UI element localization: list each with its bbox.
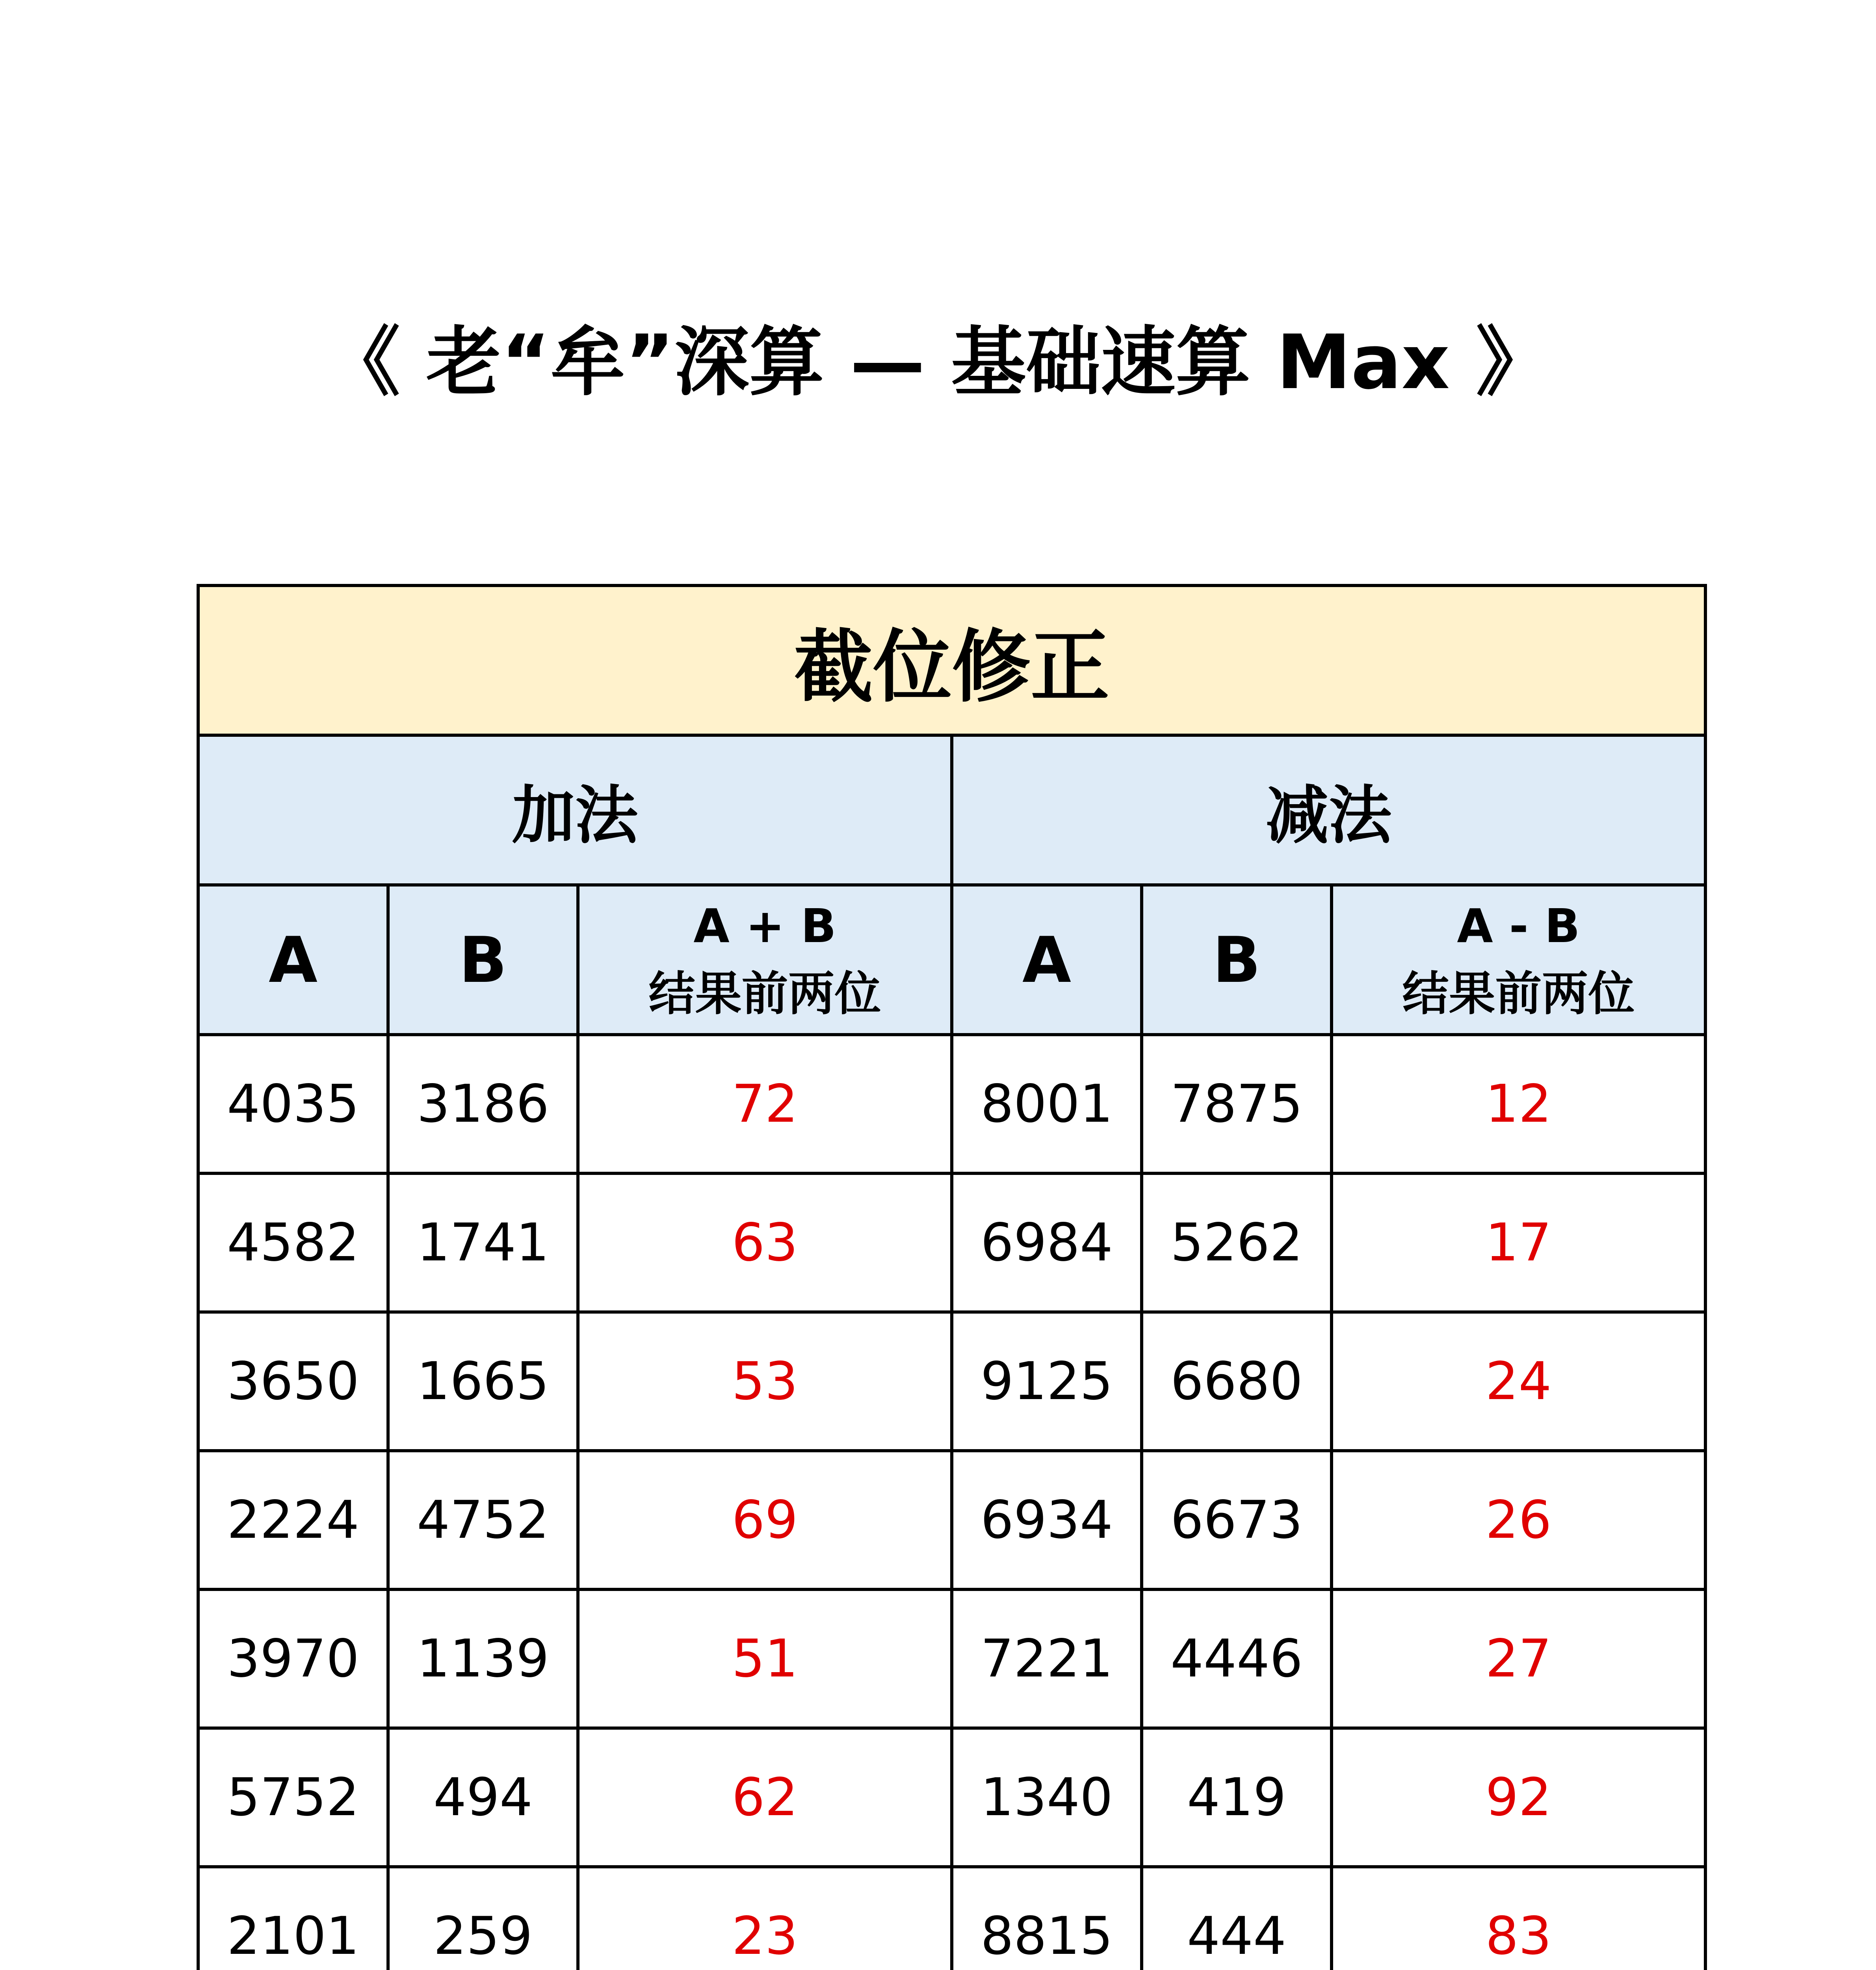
subtraction-col-a-header: A [952,885,1142,1035]
addition-a-cell: 5752 [198,1728,388,1867]
addition-a-cell: 3970 [198,1589,388,1728]
addition-a-cell: 4582 [198,1173,388,1312]
subtraction-a-cell: 7221 [952,1589,1142,1728]
addition-result-cell: 23 [578,1867,952,1970]
section-title-row [198,585,1705,735]
addition-result-cell: 51 [578,1589,952,1728]
subtraction-result-cell: 17 [1332,1173,1705,1312]
subtraction-result-cell: 12 [1332,1035,1705,1173]
subtraction-header: 减法 [952,735,1705,885]
table-row [198,1589,1705,1728]
addition-col-a-header: A [198,885,388,1035]
subtraction-result-header-formula: A - B [1457,899,1580,953]
subtraction-result-header-label: 结果前两位 [1402,966,1635,1021]
subtraction-result-cell: 83 [1332,1867,1705,1970]
subtraction-b-cell: 444 [1142,1867,1332,1970]
addition-b-cell: 1665 [388,1312,578,1451]
addition-result-header [578,885,952,1035]
subtraction-b-cell: 419 [1142,1728,1332,1867]
addition-a-cell: 3650 [198,1312,388,1451]
addition-result-cell: 53 [578,1312,952,1451]
addition-b-cell: 494 [388,1728,578,1867]
addition-a-cell: 4035 [198,1035,388,1173]
subtraction-result-header [1332,885,1705,1035]
addition-result-cell: 72 [578,1035,952,1173]
addition-result-cell: 69 [578,1451,952,1589]
subtraction-a-cell: 6934 [952,1451,1142,1589]
section-title: 截位修正 [198,585,1705,735]
table-row [198,1173,1705,1312]
addition-result-cell: 63 [578,1173,952,1312]
practice-table [197,584,1707,1970]
subtraction-result-cell: 92 [1332,1728,1705,1867]
subtraction-b-cell: 5262 [1142,1173,1332,1312]
subtraction-b-cell: 4446 [1142,1589,1332,1728]
addition-b-cell: 1741 [388,1173,578,1312]
subtraction-a-cell: 8001 [952,1035,1142,1173]
addition-b-cell: 3186 [388,1035,578,1173]
subtraction-col-b-header: B [1142,885,1332,1035]
table-row [198,1728,1705,1867]
subtraction-a-cell: 1340 [952,1728,1142,1867]
subtraction-result-cell: 26 [1332,1451,1705,1589]
table-row [198,1867,1705,1970]
table-row [198,1312,1705,1451]
addition-result-cell: 62 [578,1728,952,1867]
addition-result-header-label: 结果前两位 [648,966,881,1021]
subtraction-a-cell: 6984 [952,1173,1142,1312]
subtraction-b-cell: 6680 [1142,1312,1332,1451]
addition-col-b-header: B [388,885,578,1035]
table-body [198,585,1705,1970]
addition-a-cell: 2224 [198,1451,388,1589]
subtraction-result-cell: 24 [1332,1312,1705,1451]
addition-header: 加法 [198,735,952,885]
addition-b-cell: 259 [388,1867,578,1970]
column-header-row [198,885,1705,1035]
subtraction-result-cell: 27 [1332,1589,1705,1728]
addition-b-cell: 4752 [388,1451,578,1589]
subtraction-a-cell: 8815 [952,1867,1142,1970]
subtraction-b-cell: 6673 [1142,1451,1332,1589]
operation-header-row [198,735,1705,885]
table-row [198,1451,1705,1589]
page-title: 《 老“牟”深算 — 基础速算 Max 》 [325,319,1551,406]
addition-a-cell: 2101 [198,1867,388,1970]
addition-b-cell: 1139 [388,1589,578,1728]
addition-result-header-formula: A + B [693,899,836,953]
table-row [198,1035,1705,1173]
subtraction-a-cell: 9125 [952,1312,1142,1451]
subtraction-b-cell: 7875 [1142,1035,1332,1173]
